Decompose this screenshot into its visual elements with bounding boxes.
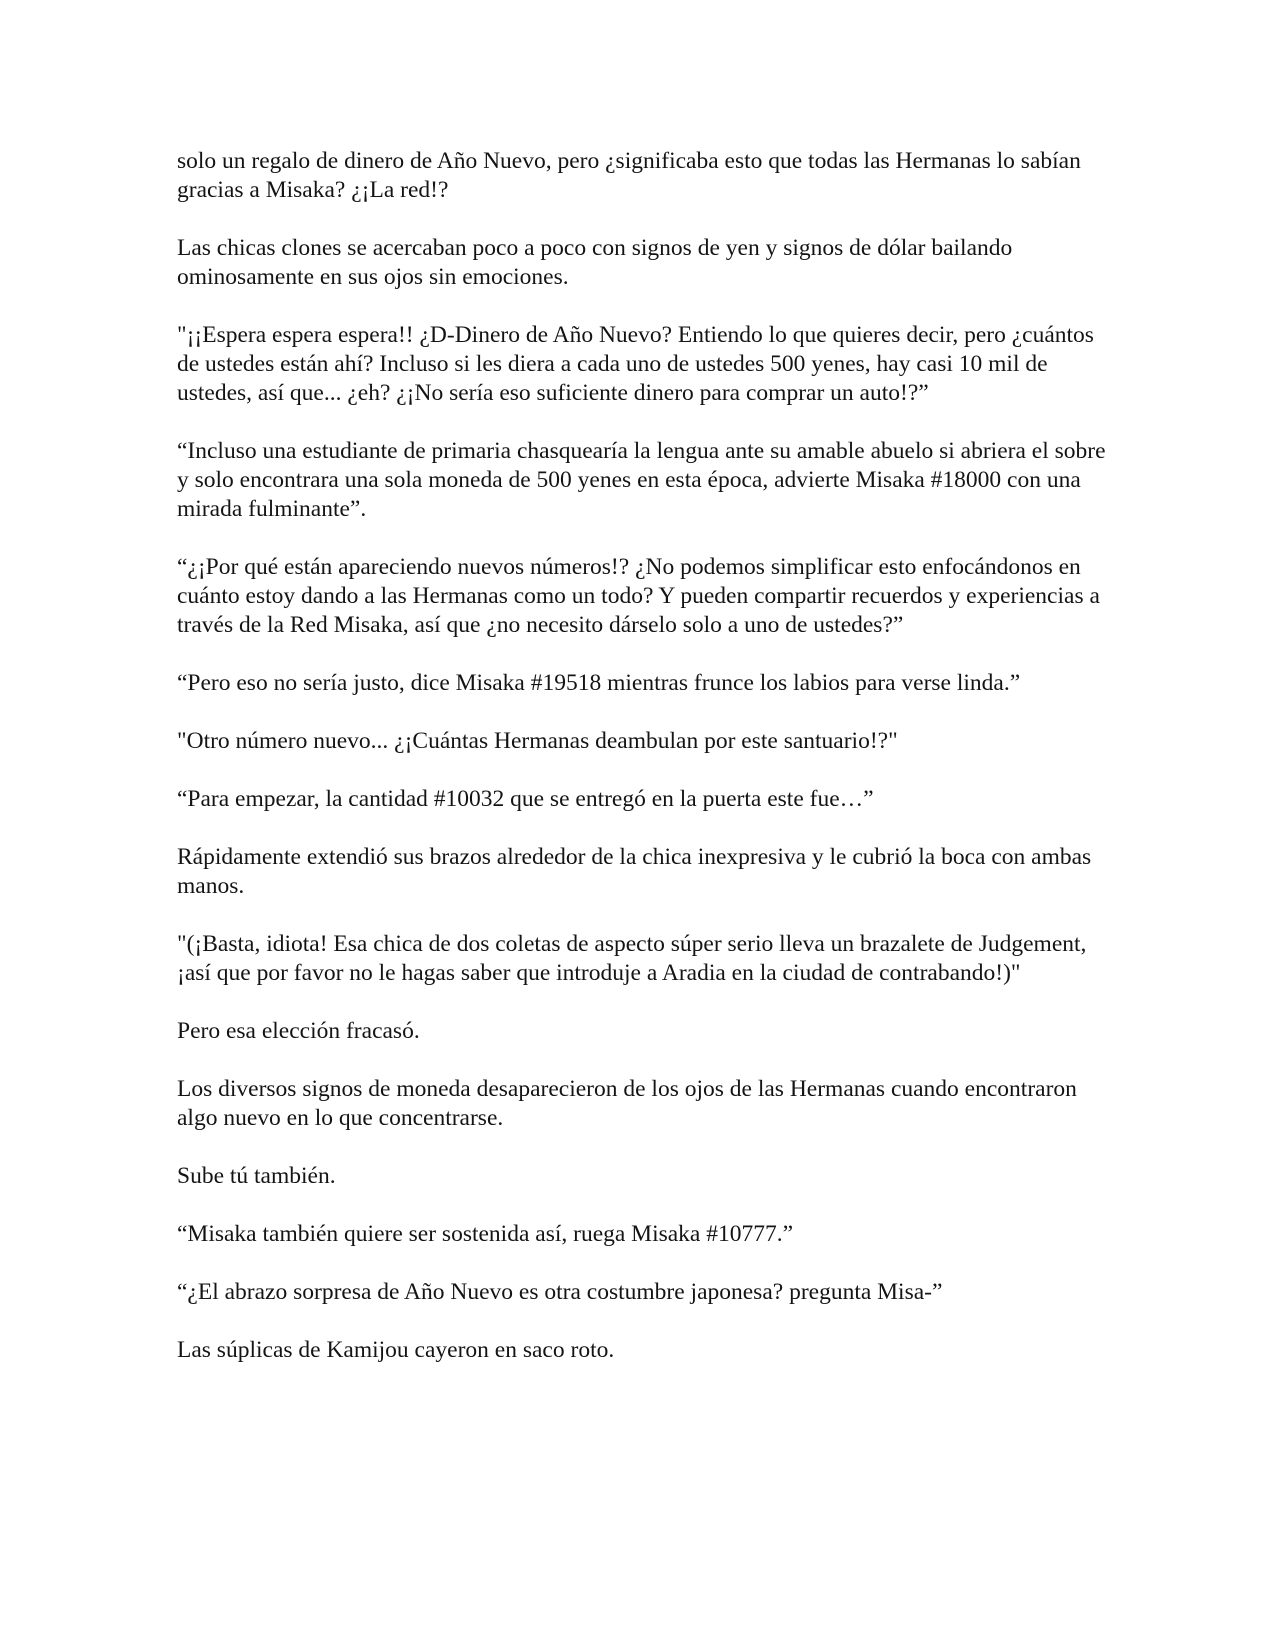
paragraph: “Incluso una estudiante de primaria chasquearía la lengua ante su amable abuelo si abriera el sobre y solo encontrara una sola moneda de 500 yenes en esta época, advierte Misaka #18000 con una mirada fulminante”. xyxy=(177,438,1106,522)
paragraph: “¿El abrazo sorpresa de Año Nuevo es otra costumbre japonesa? pregunta Misa-” xyxy=(177,1279,943,1305)
paragraph: Pero esa elección fracasó. xyxy=(177,1018,420,1044)
paragraph: Rápidamente extendió sus brazos alrededor de la chica inexpresiva y le cubrió la boca con ambas manos. xyxy=(177,844,1092,899)
paragraph: “Misaka también quiere ser sostenida así, ruega Misaka #10777.” xyxy=(177,1221,794,1247)
paragraph: Los diversos signos de moneda desaparecieron de los ojos de las Hermanas cuando encontraron algo nuevo en lo que concentrarse. xyxy=(177,1076,1077,1131)
paragraph: “Pero eso no sería justo, dice Misaka #19518 mientras frunce los labios para verse linda.” xyxy=(177,670,1021,696)
paragraph: Sube tú también. xyxy=(177,1163,336,1189)
paragraph: Las súplicas de Kamijou cayeron en saco roto. xyxy=(177,1337,615,1363)
paragraph: “¿¡Por qué están apareciendo nuevos números!? ¿No podemos simplificar esto enfocándonos en cuánto estoy dando a las Hermanas como un todo? Y pueden compartir recuerdos y experiencias a través de la Red Misaka, así que ¿no necesito dárselo solo a uno de ustedes?” xyxy=(177,554,1100,638)
paragraph: “Para empezar, la cantidad #10032 que se entregó en la puerta este fue…” xyxy=(177,786,874,812)
paragraph: solo un regalo de dinero de Año Nuevo, pero ¿significaba esto que todas las Hermanas lo sabían gracias a Misaka? ¿¡La red!? xyxy=(177,148,1081,203)
paragraph: "Otro número nuevo... ¿¡Cuántas Hermanas deambulan por este santuario!?" xyxy=(177,728,898,754)
paragraph: "(¡Basta, idiota! Esa chica de dos coletas de aspecto súper serio lleva un brazalete de Judgement, ¡así que por favor no le hagas saber que introduje a Aradia en la ciudad de contrabando!)" xyxy=(177,931,1087,986)
body-text xyxy=(177,147,1107,1394)
paragraph: "¡¡Espera espera espera!! ¿D-Dinero de Año Nuevo? Entiendo lo que quieres decir, pero ¿cuántos de ustedes están ahí? Incluso si les diera a cada uno de ustedes 500 yenes, hay casi 10 mil de ustedes, así que... ¿eh? ¿¡No sería eso suficiente dinero para comprar un auto!?” xyxy=(177,322,1094,406)
paragraph: Las chicas clones se acercaban poco a poco con signos de yen y signos de dólar bailando ominosamente en sus ojos sin emociones. xyxy=(177,235,1013,290)
